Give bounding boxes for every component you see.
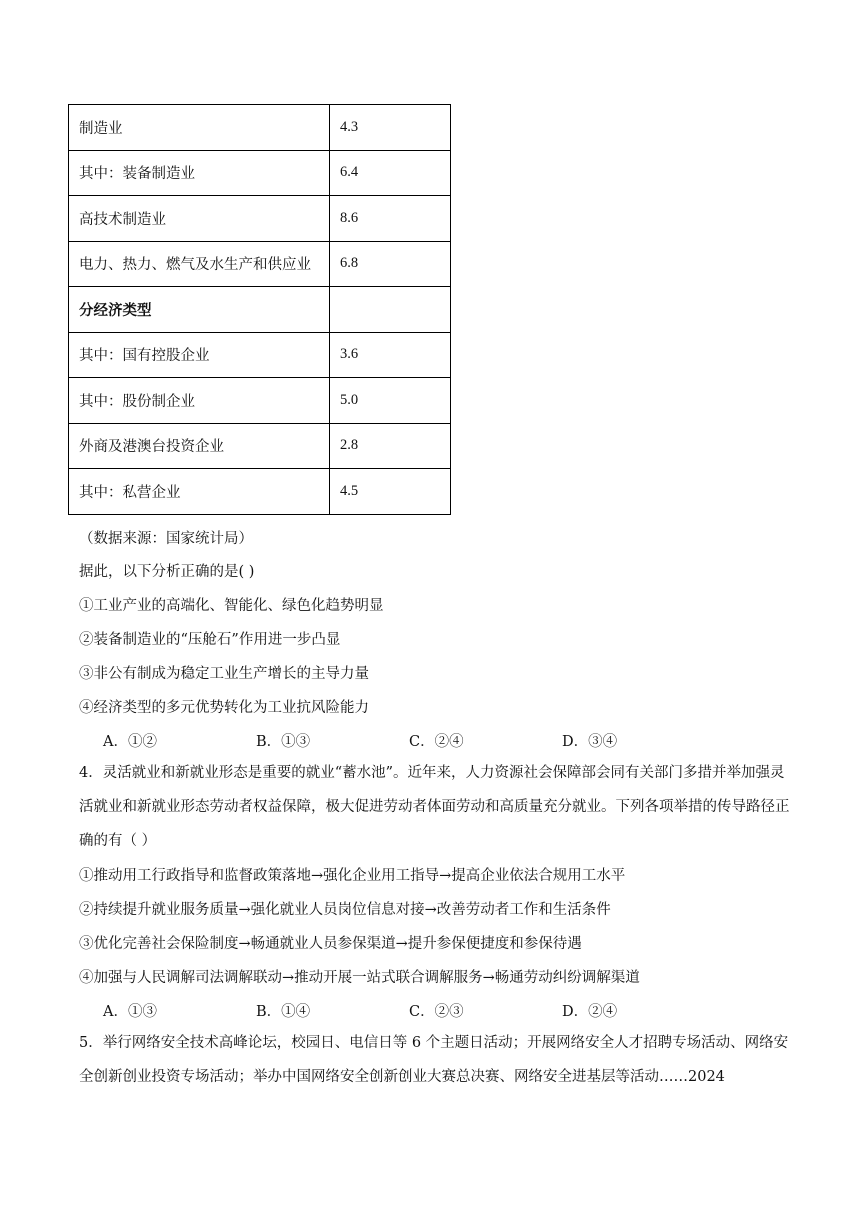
row-value: 8.6 [330,196,451,242]
row-value: 4.5 [330,469,451,515]
q3-stem: 据此，以下分析正确的是( ) [79,564,255,580]
q4-statement-4: ④加强与人民调解司法调解联动→推动开展一站式联合调解服务→畅通劳动纠纷调解渠道 [79,970,640,986]
row-label: 其中：股份制企业 [69,378,330,424]
table-row [69,423,451,469]
data-table [68,104,451,515]
q3-option-c[interactable]: C．②④ [409,734,464,750]
q4-option-d[interactable]: D．②④ [562,1004,618,1020]
row-value: 4.3 [330,105,451,151]
q3-options [103,730,715,751]
q3-statement-3: ③非公有制成为稳定工业生产增长的主导力量 [79,666,369,682]
q4-option-a[interactable]: A．①③ [103,1004,157,1020]
row-label: 外商及港澳台投资企业 [69,423,330,469]
row-label: 其中：国有控股企业 [69,332,330,378]
table-row [69,469,451,515]
row-value: 3.6 [330,332,451,378]
table-row [69,150,451,196]
row-label: 高技术制造业 [69,196,330,242]
q3-option-d[interactable]: D．③④ [562,734,618,750]
table-row [69,196,451,242]
q4-statement-3: ③优化完善社会保险制度→畅通就业人员参保渠道→提升参保便捷度和参保待遇 [79,936,582,952]
q5-stem: 5．举行网络安全技术高峰论坛，校园日、电信日等 6 个主题日活动；开展网络安全人才招聘专场活动、网络安全创新创业投资专场活动；举办中国网络安全创新创业大赛总决赛、网络安全进基层等活动……2024 [79,1035,789,1085]
table-row [69,332,451,378]
q3-option-a[interactable]: A．①② [103,734,157,750]
q3-option-b[interactable]: B．①③ [256,734,311,750]
row-label: 其中：装备制造业 [69,150,330,196]
q4-statement-2: ②持续提升就业服务质量→强化就业人员岗位信息对接→改善劳动者工作和生活条件 [79,902,611,918]
row-value: 2.8 [330,423,451,469]
row-value: 6.8 [330,241,451,287]
q4-statement-1: ①推动用工行政指导和监督政策落地→强化企业用工指导→提高企业依法合规用工水平 [79,868,626,884]
q4-option-b[interactable]: B．①④ [256,1004,311,1020]
q3-statement-4: ④经济类型的多元优势转化为工业抗风险能力 [79,700,369,716]
q4-options [103,1000,715,1021]
row-label: 其中：私营企业 [69,469,330,515]
table-row [69,241,451,287]
row-value: 6.4 [330,150,451,196]
table-row [69,105,451,151]
table-row [69,287,451,333]
q3-statement-1: ①工业产业的高端化、智能化、绿色化趋势明显 [79,598,384,614]
q3-statement-2: ②装备制造业的“压舱石”作用进一步凸显 [79,632,341,648]
q4-stem: 4．灵活就业和新就业形态是重要的就业“蓄水池”。近年来，人力资源社会保障部会同有关部门多措并举加强灵活就业和新就业形态劳动者权益保障，极大促进劳动者体面劳动和高质量充分就业。下列各项举措的传导路径正确的有（ ） [79,765,790,849]
row-label: 电力、热力、燃气及水生产和供应业 [69,241,330,287]
table-row [69,378,451,424]
row-value: 5.0 [330,378,451,424]
row-label: 分经济类型 [69,287,330,333]
data-source-note: （数据来源：国家统计局） [79,531,253,547]
q4-option-c[interactable]: C．②③ [409,1004,464,1020]
row-label: 制造业 [69,105,330,151]
row-value [330,287,451,333]
